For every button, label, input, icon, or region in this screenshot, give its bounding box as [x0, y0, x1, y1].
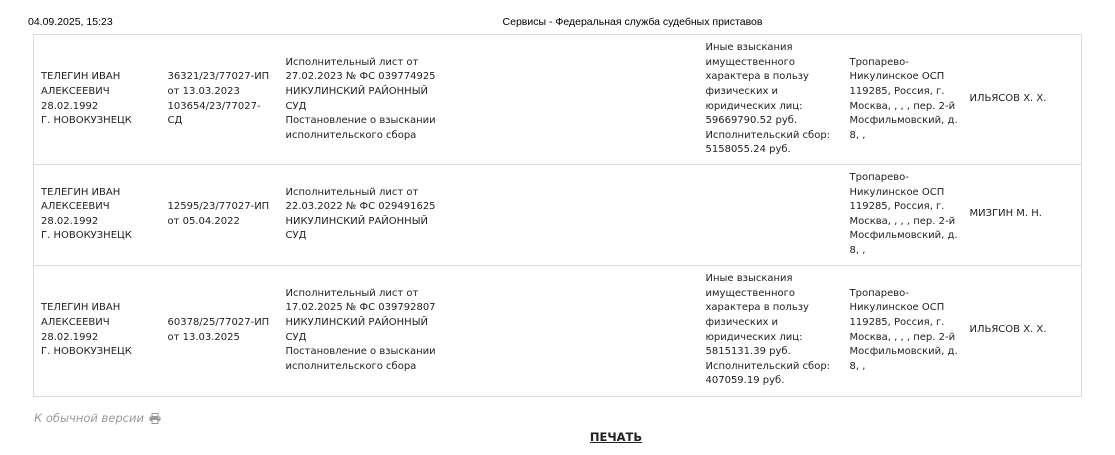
table-row [34, 165, 1082, 266]
print-wrap [0, 426, 1115, 445]
results-table [33, 34, 1082, 397]
officer-cell: ИЛЬЯСОВ Х. Х. [970, 35, 1082, 165]
print-datetime: 04.09.2025, 15:23 [28, 16, 113, 28]
proceedings-cell: 60378/25/77027-ИП от 13.03.2025 [161, 265, 279, 396]
subject-cell [699, 165, 844, 266]
printer-icon [149, 413, 161, 424]
department-cell: Тропарево- Никулинское ОСП 119285, Россия, г. Москва, , , , пер. 2-й Мосфильмовский, д. 8, , [844, 35, 970, 165]
print-button[interactable]: ПЕЧАТЬ [589, 430, 643, 444]
officer-cell: МИЗГИН М. Н. [970, 165, 1082, 266]
debtor-cell: ТЕЛЕГИН ИВАН АЛЕКСЕЕВИЧ 28.02.1992 Г. НОВОКУЗНЕЦК [34, 165, 161, 266]
document-cell: Исполнительный лист от 22.03.2022 № ФС 029491625 НИКУЛИНСКИЙ РАЙОННЫЙ СУД [279, 165, 699, 266]
document-cell: Исполнительный лист от 17.02.2025 № ФС 039792807 НИКУЛИНСКИЙ РАЙОННЫЙ СУД Постановление о взыскании исполнительского сбора [279, 265, 699, 396]
officer-cell: ИЛЬЯСОВ Х. Х. [970, 265, 1082, 396]
subject-cell: Иные взыскания имущественного характера в пользу физических и юридических лиц: 5815131.39 руб. Исполнительский сбор: 407059.19 руб. [699, 265, 844, 396]
debtor-cell: ТЕЛЕГИН ИВАН АЛЕКСЕЕВИЧ 28.02.1992 Г. НОВОКУЗНЕЦК [34, 35, 161, 165]
normal-version-label: К обычной версии [34, 411, 144, 425]
department-cell: Тропарево- Никулинское ОСП 119285, Россия, г. Москва, , , , пер. 2-й Мосфильмовский, д. 8, , [844, 165, 970, 266]
print-header [28, 16, 1087, 30]
subject-cell: Иные взыскания имущественного характера в пользу физических и юридических лиц: 59669790.52 руб. Исполнительский сбор: 5158055.24 руб. [699, 35, 844, 165]
proceedings-cell: 36321/23/77027-ИП от 13.03.2023 103654/23/77027-СД [161, 35, 279, 165]
document-cell: Исполнительный лист от 27.02.2023 № ФС 039774925 НИКУЛИНСКИЙ РАЙОННЫЙ СУД Постановление о взыскании исполнительского сбора [279, 35, 699, 165]
department-cell: Тропарево- Никулинское ОСП 119285, Россия, г. Москва, , , , пер. 2-й Мосфильмовский, д. 8, , [844, 265, 970, 396]
normal-version-link[interactable] [34, 411, 161, 425]
table-row [34, 265, 1082, 396]
table-row [34, 35, 1082, 165]
debtor-cell: ТЕЛЕГИН ИВАН АЛЕКСЕЕВИЧ 28.02.1992 Г. НОВОКУЗНЕЦК [34, 265, 161, 396]
page-title: Сервисы - Федеральная служба судебных приставов [502, 16, 763, 28]
proceedings-cell: 12595/23/77027-ИП от 05.04.2022 [161, 165, 279, 266]
